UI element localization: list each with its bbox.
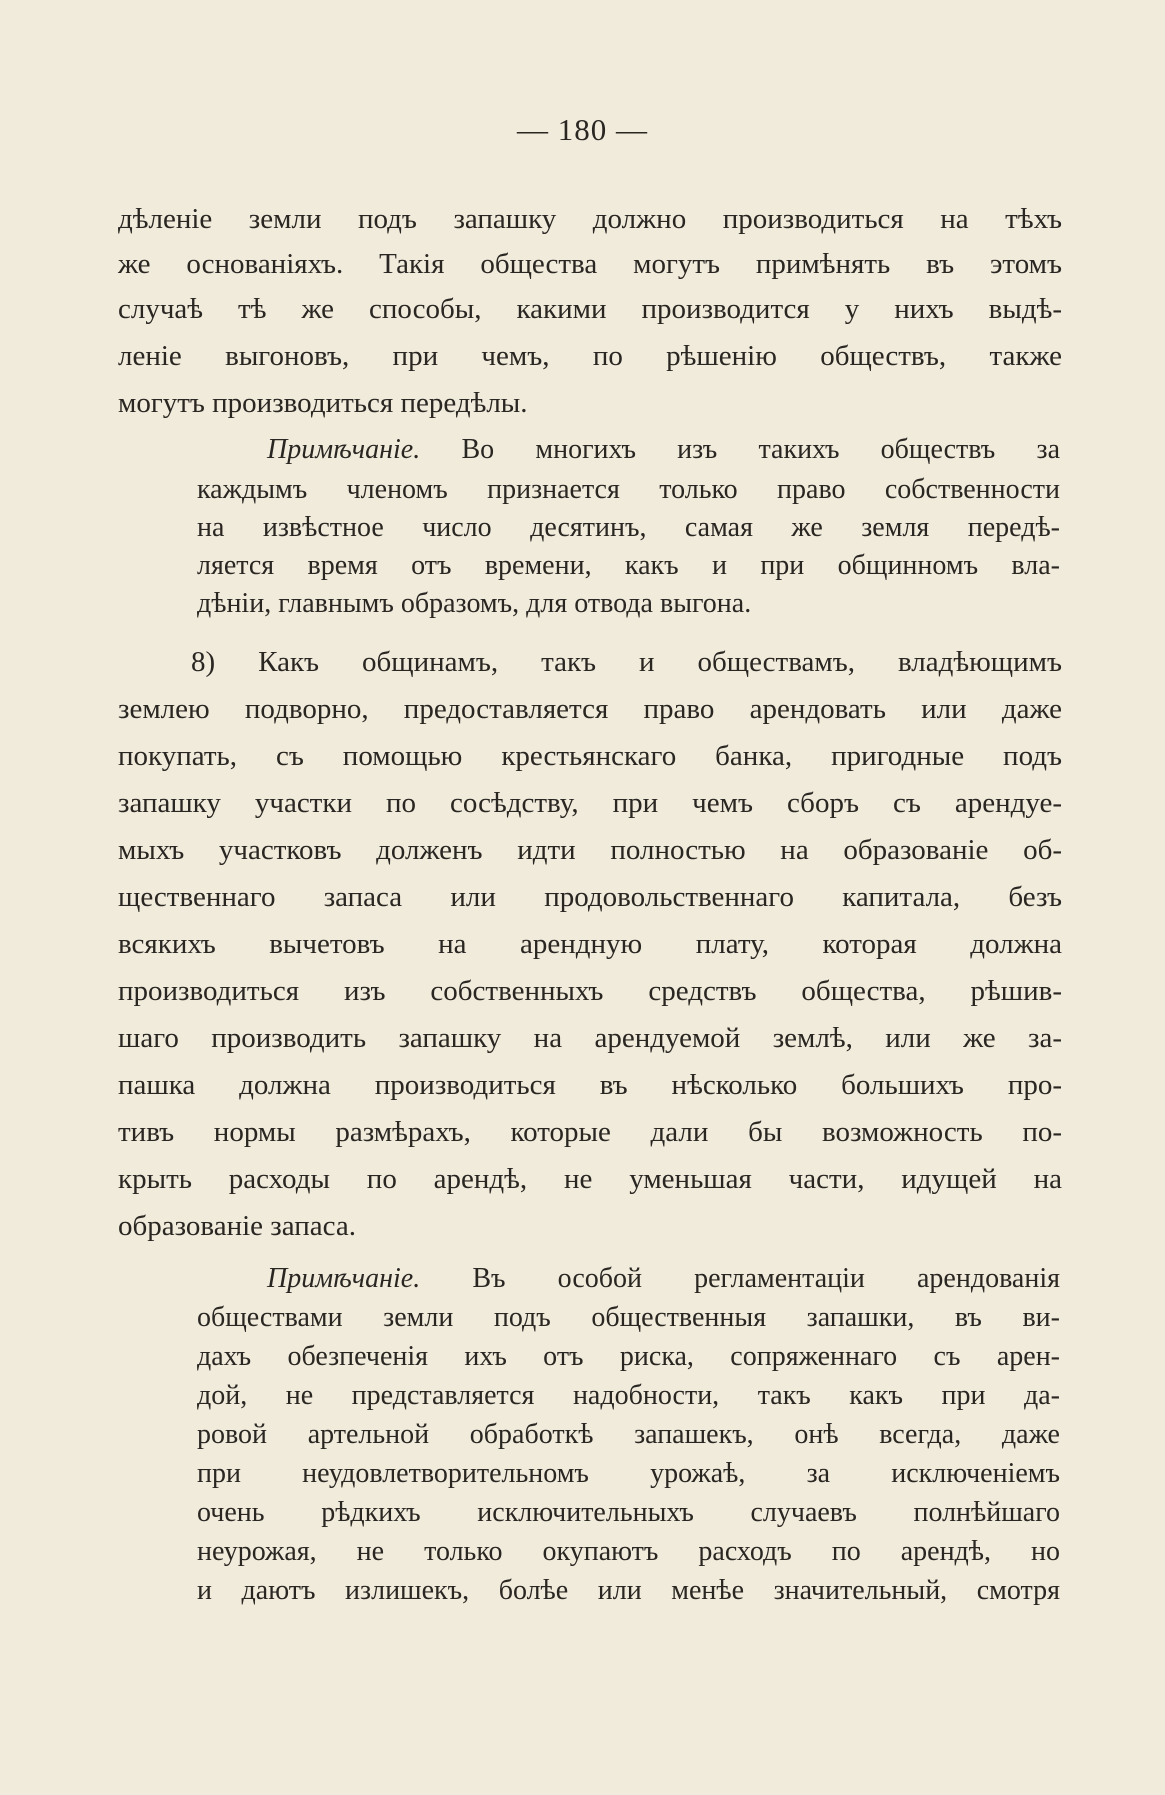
note-text: Въ особой регламентаціи арендованія bbox=[472, 1263, 1061, 1294]
paragraph-line: мыхъ участковъ долженъ идти полностью на образованіе об- bbox=[118, 834, 1062, 866]
note-line: при неудовлетворительномъ урожаѣ, за исключеніемъ bbox=[197, 1458, 1060, 1489]
note-line: обществами земли подъ общественныя запашки, въ ви- bbox=[197, 1302, 1060, 1333]
paragraph-line: щественнаго запаса или продовольственнаго капитала, безъ bbox=[118, 881, 1062, 913]
note-line: очень рѣдкихъ исключительныхъ случаевъ полнѣйшаго bbox=[197, 1497, 1060, 1528]
note-line: ровой артельной обработкѣ запашекъ, онѣ всегда, даже bbox=[197, 1419, 1060, 1450]
note-label: Примѣчаніе. bbox=[267, 1263, 421, 1294]
paragraph-line: образованіе запаса. bbox=[118, 1210, 356, 1242]
paragraph-line: леніе выгоновъ, при чемъ, по рѣшенію обществъ, также bbox=[118, 340, 1062, 372]
note-label: Примѣчаніе. bbox=[267, 434, 421, 465]
paragraph-line: шаго производить запашку на арендуемой землѣ, или же за- bbox=[118, 1022, 1062, 1054]
paragraph-line: тивъ нормы размѣрахъ, которые дали бы возможность по- bbox=[118, 1116, 1062, 1148]
page-number: — 180 — bbox=[517, 112, 648, 147]
note-line: дой, не представляется надобности, такъ какъ при да- bbox=[197, 1380, 1060, 1411]
paragraph-line: дѣленіе земли подъ запашку должно производиться на тѣхъ bbox=[118, 203, 1062, 235]
note-text: Во многихъ изъ такихъ обществъ за bbox=[461, 434, 1060, 465]
paragraph-line: пашка должна производиться въ нѣсколько большихъ про- bbox=[118, 1069, 1062, 1101]
paragraph-line: 8) Какъ общинамъ, такъ и обществамъ, владѣющимъ bbox=[191, 646, 1062, 678]
paragraph-line: всякихъ вычетовъ на арендную плату, которая должна bbox=[118, 928, 1062, 960]
note-line: каждымъ членомъ признается только право собственности bbox=[197, 474, 1060, 505]
paragraph-line: случаѣ тѣ же способы, какими производится у нихъ выдѣ- bbox=[118, 293, 1062, 325]
note-line bbox=[197, 1265, 1060, 1299]
paragraph-line: же основаніяхъ. Такія общества могутъ примѣнять въ этомъ bbox=[118, 248, 1062, 280]
note-line: неурожая, не только окупаютъ расходъ по арендѣ, но bbox=[197, 1536, 1060, 1567]
paragraph-line: крыть расходы по арендѣ, не уменьшая части, идущей на bbox=[118, 1163, 1062, 1195]
paragraph-line: могутъ производиться передѣлы. bbox=[118, 387, 528, 419]
note-line bbox=[197, 436, 1060, 470]
paragraph-line: покупать, съ помощью крестьянскаго банка, пригодные подъ bbox=[118, 740, 1062, 772]
note-line: на извѣстное число десятинъ, самая же земля передѣ- bbox=[197, 512, 1060, 543]
note-line: ляется время отъ времени, какъ и при общинномъ вла- bbox=[197, 550, 1060, 581]
paragraph-line: запашку участки по сосѣдству, при чемъ сборъ съ арендуе- bbox=[118, 787, 1062, 819]
note-line: дахъ обезпеченія ихъ отъ риска, сопряженнаго съ арен- bbox=[197, 1341, 1060, 1372]
paragraph-line: землею подворно, предоставляется право арендовать или даже bbox=[118, 693, 1062, 725]
note-line: и даютъ излишекъ, болѣе или менѣе значительный, смотря bbox=[197, 1575, 1060, 1606]
paragraph-line: производиться изъ собственныхъ средствъ общества, рѣшив- bbox=[118, 975, 1062, 1007]
note-line: дѣніи, главнымъ образомъ, для отвода выгона. bbox=[197, 588, 752, 619]
